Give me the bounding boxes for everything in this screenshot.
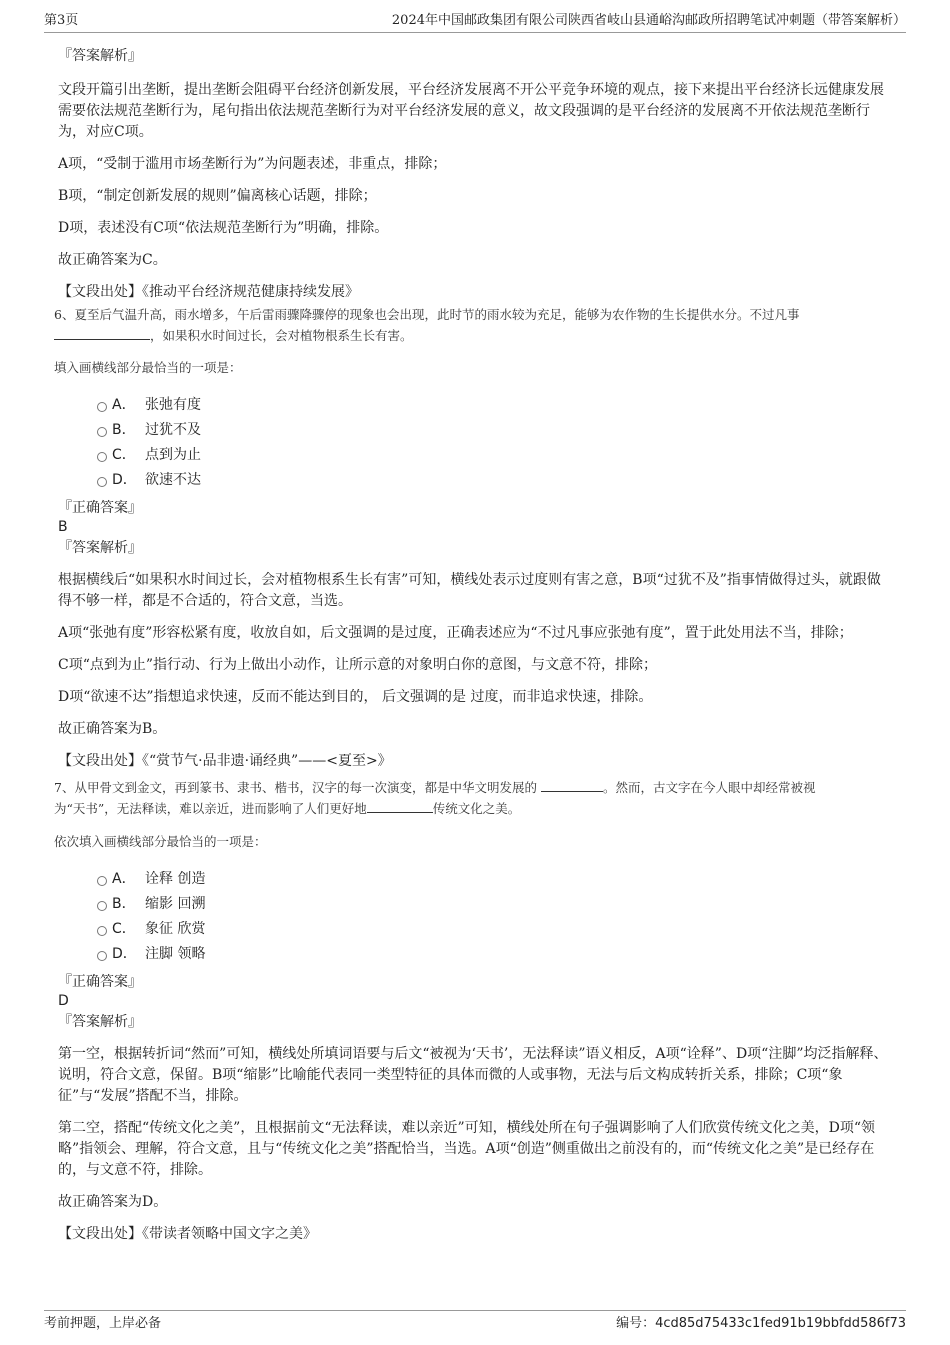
- q6-stem: [54, 304, 894, 346]
- q7-blank-2: [367, 798, 433, 813]
- radio-icon[interactable]: [97, 926, 107, 936]
- q7-analysis-label: 『答案解析』: [58, 1014, 142, 1030]
- q5-analysis-label: 『答案解析』: [58, 48, 142, 64]
- q6-option-c[interactable]: C． 点到为止: [54, 443, 894, 468]
- q7-options: [54, 867, 894, 967]
- q6-analysis-label: 『答案解析』: [58, 540, 142, 556]
- q7-blank-1: [541, 777, 603, 792]
- radio-icon[interactable]: [97, 477, 107, 487]
- radio-icon[interactable]: [97, 427, 107, 437]
- q6-option-b[interactable]: B． 过犹不及: [54, 418, 894, 443]
- document-title: 2024年中国邮政集团有限公司陕西省岐山县通峪沟邮政所招聘笔试冲刺题（带答案解析）: [391, 13, 906, 28]
- q7-stem-part4: 传统文化之美。: [432, 801, 521, 816]
- q6-stem-part2: ，如果积水时间过长，会对植物根系生长有害。: [150, 328, 413, 343]
- q7-analysis-2: 第二空，搭配“传统文化之美”，且根据前文“无法释读，难以亲近”可知，横线处所在句子强调影响了人们欣赏传统文化之美，D项“领略”指领会、理解，符合文意，且与“传统文化之美”搭配恰当，当选。A项“创造”侧重做出之前没有的，而“传统文化之美”是已经存在的，与文意不符，排除。: [58, 1120, 876, 1178]
- radio-icon[interactable]: [97, 876, 107, 886]
- q5-source: 【文段出处】《推动平台经济规范健康持续发展》: [58, 284, 359, 300]
- q7-option-c[interactable]: C． 象征 欣赏: [54, 917, 894, 942]
- q6-analysis-c: C项“点到为止”指行动、行为上做出小动作，让所示意的对象明白你的意图，与文意不符，排除；: [58, 657, 658, 673]
- radio-icon[interactable]: [97, 901, 107, 911]
- q5-analysis-d: D项，表述没有C项“依法规范垄断行为”明确，排除。: [58, 220, 389, 236]
- q7-answer-label: 『正确答案』: [58, 974, 142, 990]
- footer-id: [616, 1313, 906, 1335]
- q7-stem-part2: 。然而，古文字在今人眼中却经常被视: [602, 780, 816, 795]
- q7-source: 【文段出处】《带读者领略中国文字之美》: [58, 1226, 317, 1242]
- footer-id-value: 4cd85d75433c1fed91b19bbfdd586f73: [655, 1316, 906, 1331]
- page-footer: [44, 1310, 906, 1333]
- q7-stem-part3: 为“天书”，无法释读，难以亲近，进而影响了人们更好地: [54, 801, 367, 816]
- q7-option-b[interactable]: B． 缩影 回溯: [54, 892, 894, 917]
- q5-analysis-a: A项，“受制于滥用市场垄断行为”为问题表述，非重点，排除；: [58, 156, 447, 172]
- page-number: 第3页: [44, 13, 79, 28]
- radio-icon[interactable]: [97, 452, 107, 462]
- q6-blank: [54, 325, 150, 340]
- q7-conclusion: 故正确答案为D。: [58, 1194, 168, 1210]
- q5-analysis: 文段开篇引出垄断，提出垄断会阻碍平台经济创新发展，平台经济发展离不开公平竞争环境的观点，接下来提出平台经济长远健康发展需要依法规范垄断行为，尾句指出依法规范垄断行为对平台经济发展的意义，故文段强调的是平台经济的发展离不开依法规范垄断行为，对应C项。: [58, 82, 884, 140]
- radio-icon[interactable]: [97, 402, 107, 412]
- page-header: [44, 12, 906, 33]
- q5-conclusion: 故正确答案为C。: [58, 252, 167, 268]
- q5-analysis-b: B项，“制定创新发展的规则”偏离核心话题，排除；: [58, 188, 377, 204]
- footer-slogan: 考前押题，上岸必备: [44, 1316, 162, 1331]
- q6-option-a[interactable]: A． 张弛有度: [54, 393, 894, 418]
- q7-option-a[interactable]: A． 诠释 创造: [54, 867, 894, 892]
- radio-icon[interactable]: [97, 951, 107, 961]
- q7-stem: [54, 777, 894, 819]
- q6-answer-label: 『正确答案』: [58, 500, 142, 516]
- q7-analysis-1: 第一空，根据转折词“然而”可知，横线处所填词语要与后文“被视为‘天书’，无法释读”语义相反，A项“诠释”、D项“注脚”均泛指解释、说明，符合文意，保留。B项“缩影”比喻能代表同一类型特征的具体而微的人或事物，无法与后文构成转折关系，排除；C项“象征”与“发展”搭配不当，排除。: [58, 1046, 888, 1104]
- q6-conclusion: 故正确答案为B。: [58, 721, 167, 737]
- q7-option-d[interactable]: D． 注脚 领略: [54, 942, 894, 967]
- q6-option-d[interactable]: D． 欲速不达: [54, 468, 894, 493]
- q6-analysis: 根据横线后“如果积水时间过长，会对植物根系生长有害”可知，横线处表示过度则有害之意，B项“过犹不及”指事情做得过头，就跟做得不够一样，都是不合适的，符合文意，当选。: [58, 572, 881, 609]
- footer-id-label: 编号：: [616, 1316, 656, 1331]
- q6-options: [54, 393, 894, 493]
- q6-stem-part1: 6、夏至后气温升高，雨水增多，午后雷雨骤降骤停的现象也会出现，此时节的雨水较为充足，能够为农作物的生长提供水分。不过凡事: [54, 307, 800, 322]
- q6-analysis-a: A项“张弛有度”形容松紧有度，收放自如，后文强调的是过度，正确表述应为“不过凡事应张弛有度”，置于此处用法不当，排除；: [58, 625, 853, 641]
- page-content: [54, 44, 894, 1245]
- q6-prompt: 填入画横线部分最恰当的一项是：: [54, 360, 242, 375]
- q7-stem-part1: 7、从甲骨文到金文，再到篆书、隶书、楷书，汉字的每一次演变，都是中华文明发展的: [54, 780, 537, 795]
- q6-source: 【文段出处】《“赏节气·品非遗·诵经典”——<夏至>》: [58, 753, 392, 769]
- q6-answer: B: [58, 519, 68, 535]
- q7-answer: D: [58, 993, 69, 1009]
- q7-prompt: 依次填入画横线部分最恰当的一项是：: [54, 834, 267, 849]
- q6-analysis-d: D项“欲速不达”指想追求快速，反而不能达到目的， 后文强调的是 过度，而非追求快速，排除。: [58, 689, 653, 705]
